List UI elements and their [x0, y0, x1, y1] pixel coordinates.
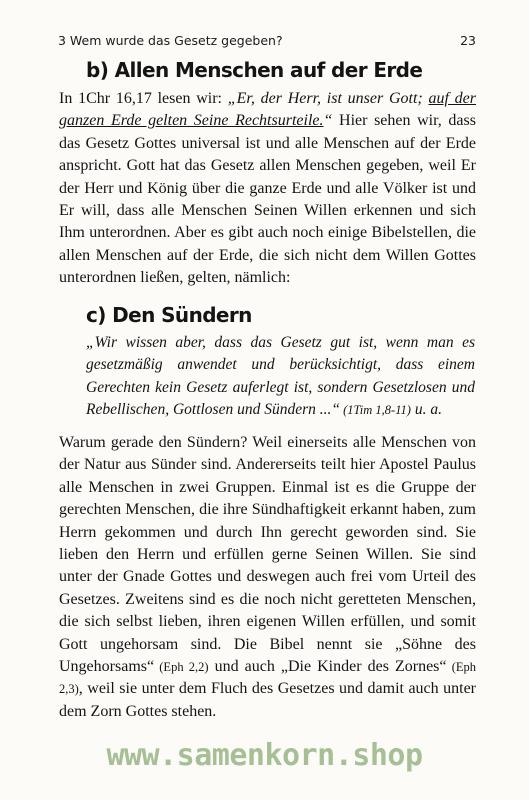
reference-eph-2-2: (Eph 2,2): [154, 660, 209, 675]
section-c-body-part2: und auch „Die Kinder des Zornes“: [208, 658, 447, 676]
bible-quote-1chr-underlined: auf der ganzen Erde gelten Seine Rechtsurteile.: [59, 90, 476, 130]
bible-quote-1tim-tail: u. a.: [410, 401, 442, 419]
section-b-paragraph: [59, 88, 476, 290]
section-c-paragraph: [59, 432, 476, 723]
section-b-intro: In 1Chr 16,17 lesen wir:: [59, 90, 228, 107]
reference-eph-2-3: (Eph 2,3): [59, 660, 476, 697]
section-c-body-part1: Warum gerade den Sündern? Weil einerseits alle Menschen von der Natur aus Sünder sind. Andererseits teilt hier Apostel Paulus alle Menschen in zwei Gruppen. Einmal ist es die Gruppe der gerechten Menschen, die ihre Sündhaftigkeit erkannt haben, zum Herrn gekommen und durch Ihn gerecht geworden sind. Sie lieben den Herrn und erfüllen gerne Seinen Willen. Sie sind unter der Gnade Gottes und deswegen auch frei vom Urteil des Gesetzes. Zweitens sind es die noch nicht geretteten Menschen, die sich selbst lieben, ihren eigenen Willen erfüllen, und somit Gott ungehorsam sind. Die Bibel nennt sie „Söhne des Ungehorsams“: [59, 434, 476, 676]
bible-quote-1chr-close: “: [323, 112, 333, 130]
bible-quote-1tim: [86, 332, 475, 422]
bible-quote-1tim-text: „Wir wissen aber, dass das Gesetz gut ist, wenn man es gesetzmäßig anwendet und berücksichtigt, dass einem Gerechten kein Gesetz auferlegt ist, sondern Gesetzlosen und Rebellischen, Gottlosen und Sündern ...“: [86, 334, 475, 419]
chapter-title: 3 Wem wurde das Gesetz gegeben?: [58, 33, 283, 48]
section-b-heading: b) Allen Menschen auf der Erde: [86, 58, 423, 82]
bible-quote-1tim-ref: (1Tim 1,8-11): [340, 403, 411, 418]
bible-quote-1chr-plain: „Er, der Herr, ist unser Gott;: [227, 90, 429, 107]
section-c-body-part3: , weil sie unter dem Fluch des Gesetzes und damit auch unter dem Zorn Gottes stehen.: [59, 680, 476, 720]
shop-watermark: www.samenkorn.shop: [106, 738, 423, 773]
section-b-body: Hier sehen wir, dass das Gesetz Gottes universal ist und alle Menschen auf der Erde anspricht. Gott hat das Gesetz allen Menschen gegeben, weil Er der Herr und König über die ganze Erde und alle Völker ist und Er will, dass alle Menschen Seinen Willen erkennen und sich Ihm unterordnen. Aber es gibt auch noch einige Bibelstellen, die allen Menschen auf der Erde, die sich nicht dem Willen Gottes unterordnen ließen, gelten, nämlich:: [59, 112, 476, 287]
section-c-heading: c) Den Sündern: [86, 303, 252, 327]
running-header: [58, 33, 476, 49]
page-number: 23: [460, 33, 476, 48]
